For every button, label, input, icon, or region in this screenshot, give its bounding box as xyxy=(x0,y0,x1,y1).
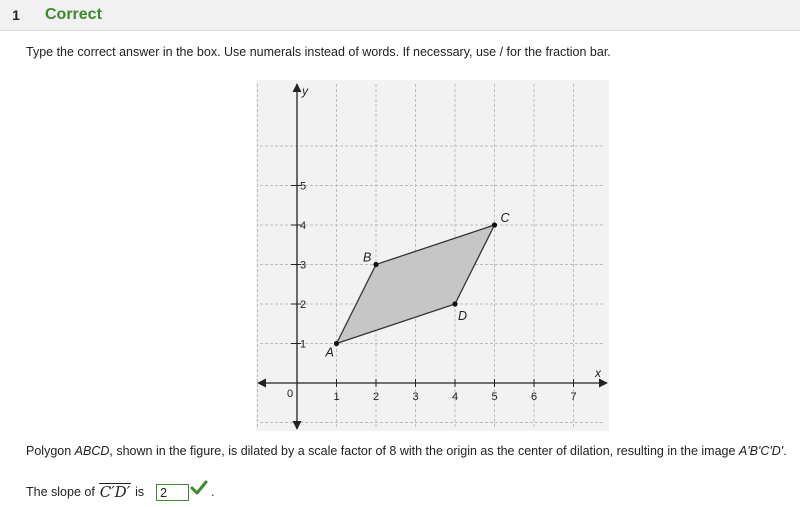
check-icon xyxy=(190,479,208,497)
answer-period: . xyxy=(211,485,215,499)
x-tick-label: 3 xyxy=(412,391,419,403)
x-tick-label: 1 xyxy=(333,391,340,403)
vertex-label-d: D xyxy=(458,309,468,323)
x-tick-label: 5 xyxy=(491,391,498,403)
graph-svg xyxy=(256,80,609,431)
y-axis-label: y xyxy=(302,84,308,98)
instructions-text: Type the correct answer in the box. Use numerals instead of words. If necessary, use / for the fraction bar. xyxy=(26,45,611,59)
image-name: A'B'C'D' xyxy=(738,444,784,458)
vertex-a xyxy=(334,341,339,346)
y-tick-label: 4 xyxy=(300,220,307,232)
problem-middle: , shown in the figure, is dilated by a scale factor of 8 with the origin as the center of dilation, resulting in the image xyxy=(109,444,739,458)
x-tick-label: 2 xyxy=(372,391,380,403)
answer-input[interactable]: 2 xyxy=(156,484,189,501)
y-tick-label: 1 xyxy=(300,338,307,351)
x-tick-label: 6 xyxy=(530,391,538,403)
question-header xyxy=(0,0,800,31)
y-tick-label: 2 xyxy=(300,299,307,311)
answer-line xyxy=(26,481,215,503)
segment-label: C′D′ xyxy=(99,483,131,501)
x-tick-label: 7 xyxy=(570,391,577,403)
vertex-d xyxy=(452,301,457,306)
vertex-label-b: B xyxy=(363,250,372,265)
question-number: 1 xyxy=(0,0,32,30)
x-axis-label: x xyxy=(595,366,601,380)
coordinate-graph xyxy=(256,80,609,431)
problem-prefix: Polygon xyxy=(26,444,75,458)
answer-prefix: The slope of xyxy=(26,485,95,499)
y-tick-label: 5 xyxy=(300,180,307,193)
status-correct-label: Correct xyxy=(45,6,102,23)
polygon-name: ABCD xyxy=(74,444,110,458)
x-tick-label: 4 xyxy=(451,391,459,403)
origin-label: 0 xyxy=(287,388,294,400)
vertex-label-c: C xyxy=(500,211,510,225)
vertex-c xyxy=(492,222,497,227)
vertex-label-a: A xyxy=(325,345,334,360)
problem-statement xyxy=(26,444,787,458)
problem-suffix: . xyxy=(783,444,787,458)
vertex-b xyxy=(373,262,378,267)
y-tick-label: 3 xyxy=(300,259,307,272)
answer-is-text: is xyxy=(135,485,145,499)
